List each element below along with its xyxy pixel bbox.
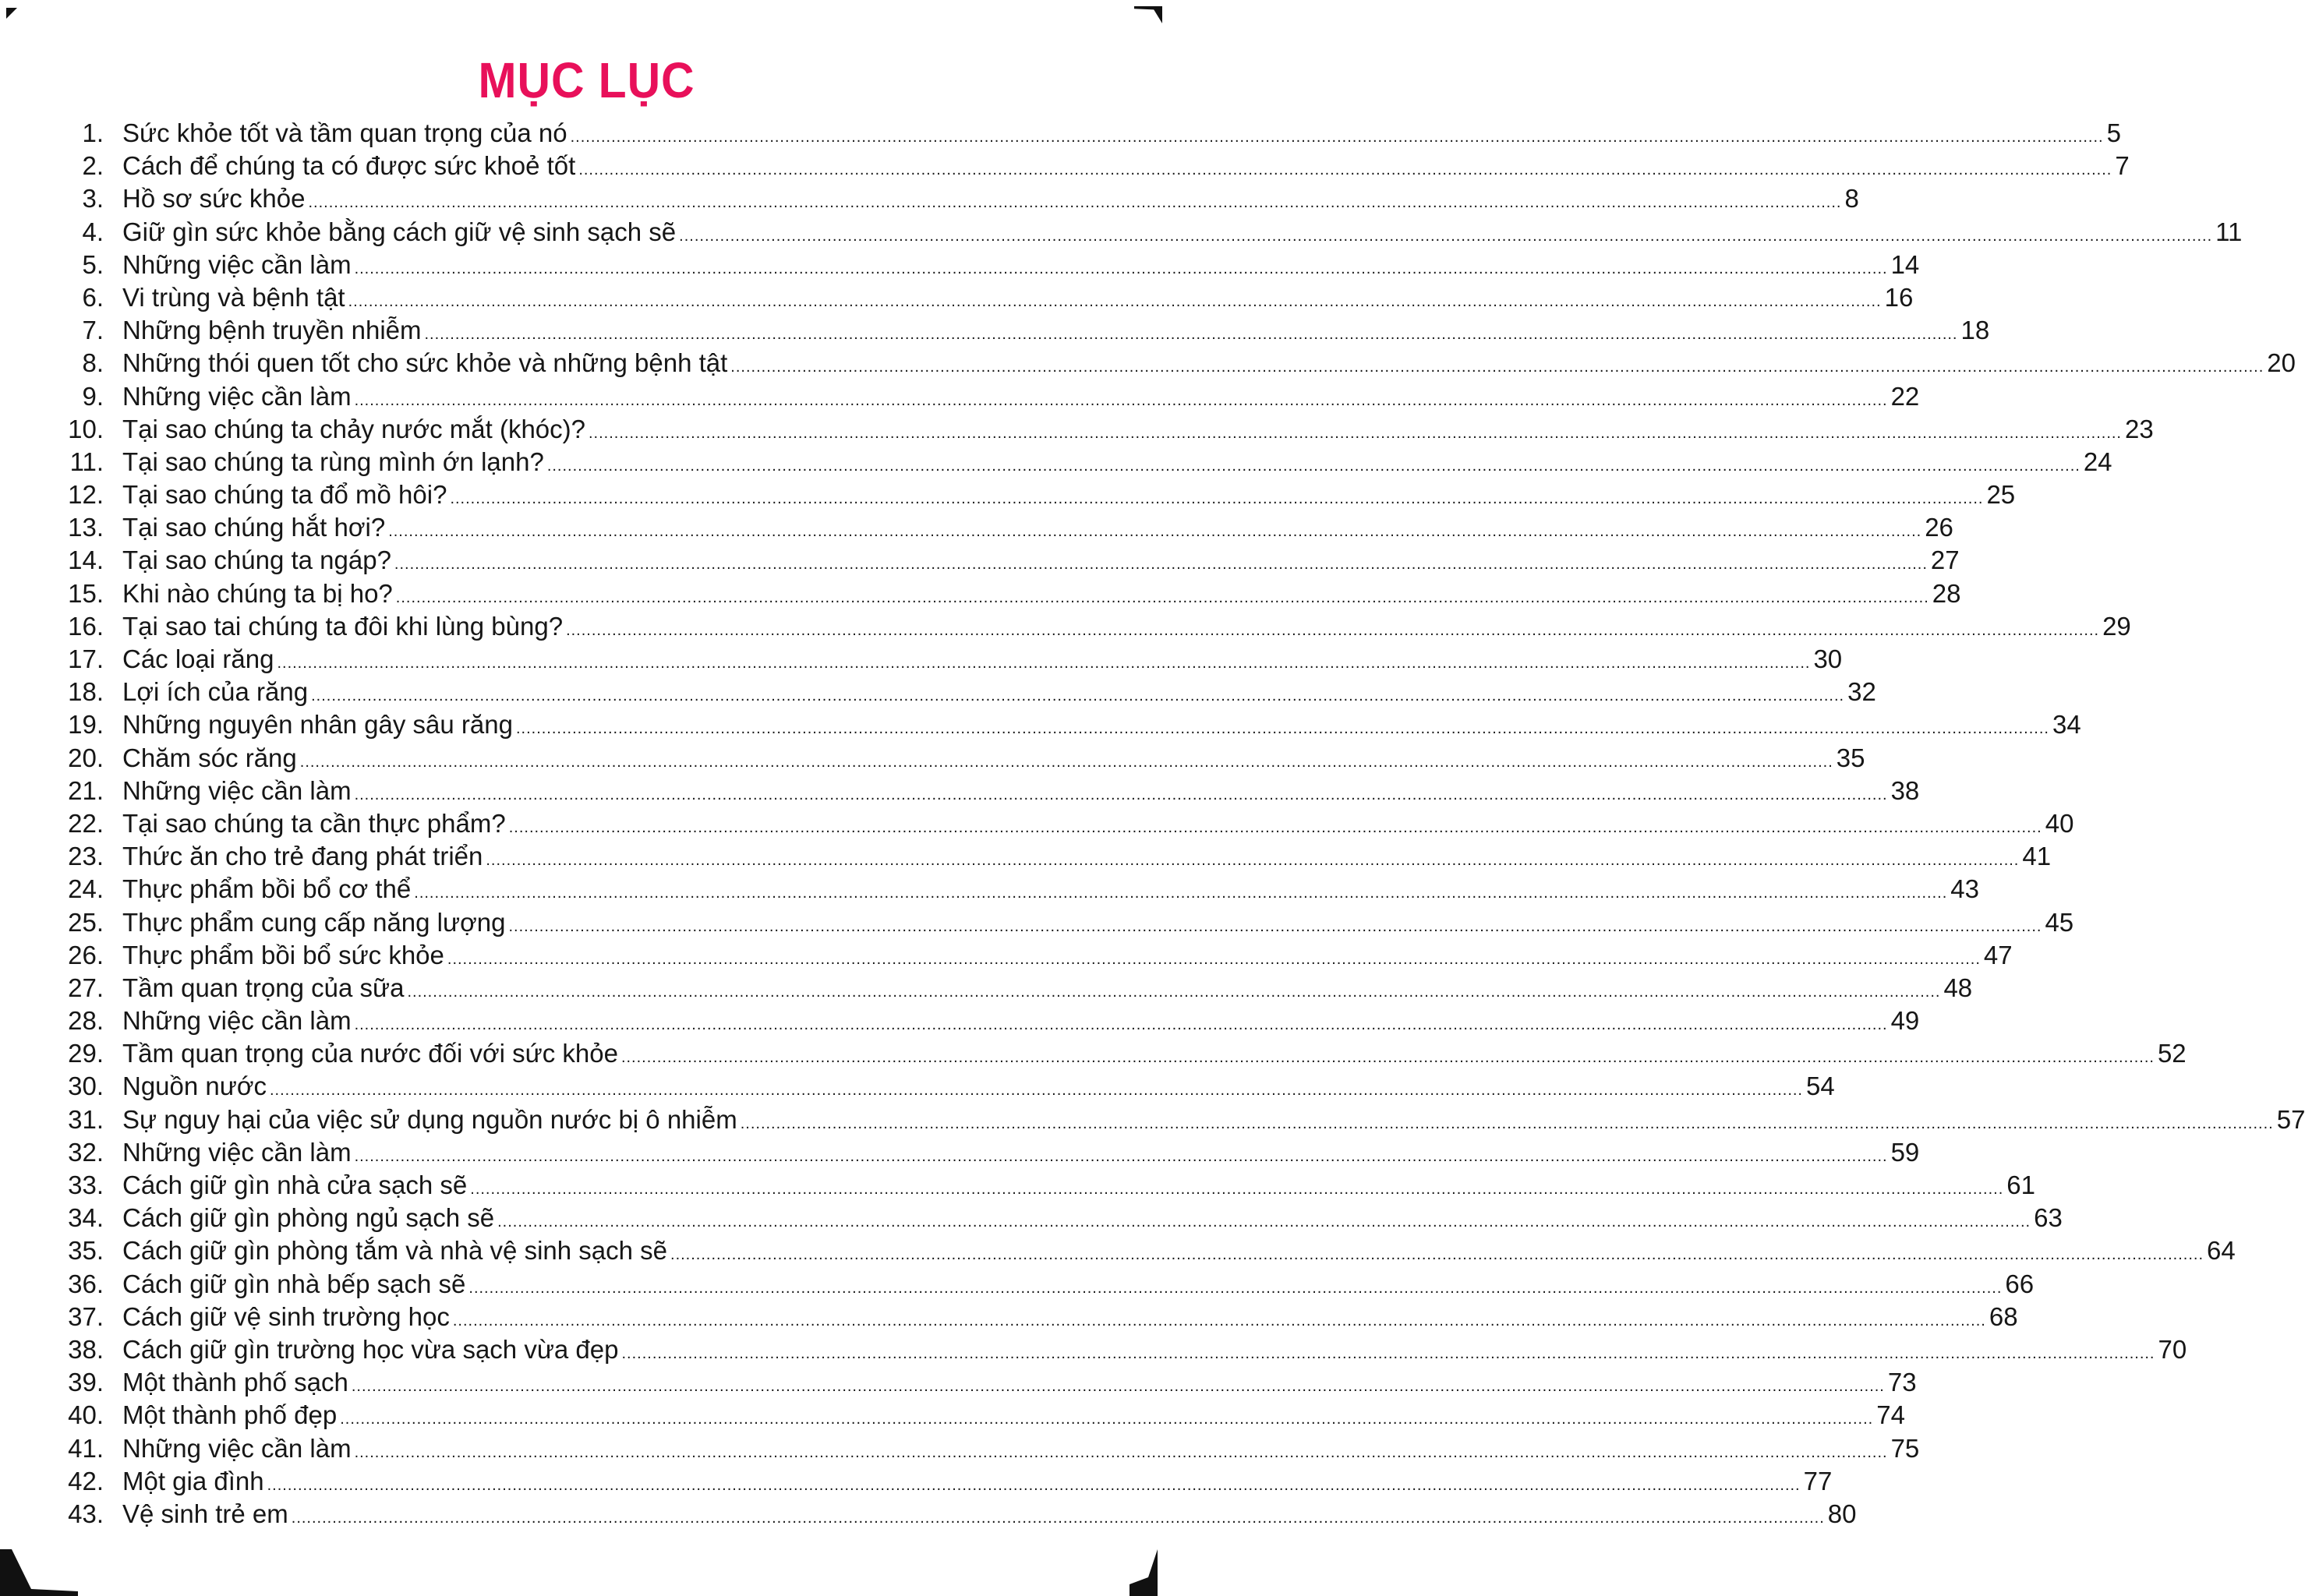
entry-page-number: 8	[1844, 184, 1859, 214]
entry-page-number: 52	[2157, 1039, 2187, 1068]
entry-number: 38.	[68, 1334, 104, 1364]
toc-entry	[62, 1268, 2035, 1301]
dot-leader: ............................................................................................................................................................................................................................................................................................................	[414, 885, 1948, 902]
toc-entry	[62, 1301, 2018, 1333]
toc-entry	[62, 1070, 1835, 1103]
toc-entry	[62, 1432, 1920, 1465]
entry-title: Những việc cần làm	[122, 249, 352, 279]
toc-entry	[62, 906, 2074, 939]
entry-title: Tại sao tai chúng ta đôi khi lùng bùng?	[122, 611, 564, 641]
entry-page-number: 5	[2106, 118, 2121, 147]
entry-title: Những việc cần làm	[122, 1433, 352, 1463]
dot-leader: ............................................................................................................................................................................................................................................................................................................	[388, 523, 1922, 541]
entry-page-number: 23	[2125, 414, 2154, 443]
dot-leader: ............................................................................................................................................................................................................................................................................................................	[354, 391, 1888, 409]
entry-page-number: 32	[1847, 677, 1876, 707]
entry-page-number: 68	[1989, 1301, 2018, 1331]
entry-page-number: 73	[1887, 1368, 1917, 1397]
entry-title: Sự nguy hại của việc sử dụng nguồn nước bị ô nhiễm	[122, 1104, 737, 1134]
entry-title: Những việc cần làm	[122, 1137, 352, 1167]
entry-page-number: 7	[2115, 151, 2130, 181]
dot-leader: ............................................................................................................................................................................................................................................................................................................	[515, 720, 2049, 738]
entry-page-number: 47	[1983, 940, 2013, 969]
dot-leader: ............................................................................................................................................................................................................................................................................................................	[468, 1279, 2003, 1297]
dot-leader: ............................................................................................................................................................................................................................................................................................................	[470, 1181, 2004, 1198]
page-title: MỤC LỤC	[478, 52, 695, 108]
dot-leader: ............................................................................................................................................................................................................................................................................................................	[351, 1378, 1885, 1396]
entry-page-number: 30	[1813, 644, 1843, 673]
entry-page-number: 63	[2034, 1203, 2063, 1233]
entry-page-number: 35	[1836, 743, 1865, 772]
entry-page-number: 59	[1890, 1137, 1920, 1167]
entry-number: 12.	[68, 480, 104, 510]
entry-page-number: 48	[1943, 973, 1973, 1002]
entry-page-number: 57	[2276, 1104, 2305, 1134]
dot-leader: ............................................................................................................................................................................................................................................................................................................	[311, 687, 1845, 705]
dot-leader: ............................................................................................................................................................................................................................................................................................................	[740, 1114, 2274, 1132]
dot-leader: ............................................................................................................................................................................................................................................................................................................	[354, 1443, 1888, 1461]
entry-title: Cách giữ gìn nhà bếp sạch sẽ	[122, 1269, 466, 1298]
dot-leader: ............................................................................................................................................................................................................................................................................................................	[354, 260, 1888, 277]
entry-number: 28.	[68, 1006, 104, 1036]
entry-page-number: 61	[2006, 1171, 2035, 1199]
entry-title: Thực phẩm bồi bổ cơ thể	[122, 874, 412, 904]
toc-entry	[62, 1169, 2035, 1202]
entry-title: Những việc cần làm	[122, 1006, 352, 1036]
entry-page-number: 45	[2045, 907, 2074, 937]
entry-number: 40.	[68, 1400, 104, 1430]
entry-page-number: 41	[2022, 842, 2052, 871]
toc-entry	[62, 775, 1920, 807]
dot-leader: ............................................................................................................................................................................................................................................................................................................	[395, 588, 1929, 606]
entry-title: Tầm quan trọng của sữa	[122, 973, 405, 1002]
table-of-contents	[62, 117, 2305, 1531]
entry-number: 18.	[68, 677, 104, 707]
entry-title: Tại sao chúng ta chảy nước mắt (khóc)?	[122, 414, 585, 443]
entry-number: 43.	[68, 1499, 104, 1528]
entry-page-number: 29	[2102, 611, 2131, 641]
dot-leader: ............................................................................................................................................................................................................................................................................................................	[566, 621, 2100, 639]
entry-page-number: 34	[2052, 710, 2081, 740]
toc-entry	[62, 807, 2074, 840]
page-corner-shadow	[1134, 6, 1162, 23]
entry-number: 10.	[68, 414, 104, 443]
toc-entry	[62, 1366, 1917, 1399]
dot-leader: ............................................................................................................................................................................................................................................................................................................	[354, 1016, 1888, 1034]
toc-entry	[62, 478, 2016, 511]
entry-title: Chăm sóc răng	[122, 743, 297, 772]
toc-entry	[62, 577, 1961, 610]
dot-leader: ............................................................................................................................................................................................................................................................................................................	[578, 161, 2112, 179]
toc-entry	[62, 1399, 1905, 1432]
entry-title: Thức ăn cho trẻ đang phát triển	[122, 842, 483, 871]
entry-number: 19.	[68, 710, 104, 740]
entry-number: 25.	[68, 907, 104, 937]
toc-entry	[62, 446, 2112, 478]
entry-title: Thực phẩm cung cấp năng lượng	[122, 907, 506, 937]
entry-title: Lợi ích của răng	[122, 677, 309, 707]
toc-entry	[62, 1037, 2187, 1070]
entry-title: Cách giữ gìn phòng ngủ sạch sẽ	[122, 1203, 495, 1233]
entry-number: 21.	[68, 775, 104, 805]
entry-title: Giữ gìn sức khỏe bằng cách giữ vệ sinh sạch sẽ	[122, 217, 677, 246]
toc-entry	[62, 939, 2013, 972]
dot-leader: ............................................................................................................................................................................................................................................................................................................	[620, 1049, 2155, 1067]
entry-page-number: 77	[1803, 1466, 1833, 1495]
toc-entry	[62, 610, 2131, 643]
entry-number: 9.	[82, 381, 104, 411]
entry-page-number: 26	[1925, 513, 1953, 542]
toc-entry	[62, 544, 1960, 577]
entry-number: 13.	[68, 513, 104, 542]
entry-number: 26.	[68, 940, 104, 969]
toc-entry	[62, 380, 1920, 413]
entry-title: Một thành phố đẹp	[122, 1400, 338, 1430]
entry-title: Những bệnh truyền nhiễm	[122, 316, 422, 345]
entry-number: 8.	[82, 348, 104, 378]
entry-number: 37.	[68, 1301, 104, 1331]
entry-number: 23.	[68, 842, 104, 871]
toc-entry	[62, 1333, 2187, 1366]
page-corner-shadow	[6, 8, 17, 19]
entry-title: Vi trùng và bệnh tật	[122, 282, 345, 312]
entry-page-number: 18	[1960, 316, 1990, 345]
entry-number: 34.	[68, 1203, 104, 1233]
entry-number: 6.	[82, 282, 104, 312]
entry-page-number: 22	[1890, 381, 1920, 411]
entry-number: 32.	[68, 1137, 104, 1167]
toc-entry	[62, 1005, 1920, 1037]
entry-number: 16.	[68, 611, 104, 641]
entry-page-number: 75	[1890, 1433, 1920, 1463]
dot-leader: ............................................................................................................................................................................................................................................................................................................	[354, 1147, 1888, 1165]
dot-leader: ............................................................................................................................................................................................................................................................................................................	[621, 1344, 2155, 1362]
entry-title: Nguồn nước	[122, 1072, 267, 1101]
dot-leader: ............................................................................................................................................................................................................................................................................................................	[730, 358, 2264, 376]
entry-page-number: 20	[2267, 348, 2296, 378]
entry-number: 24.	[68, 874, 104, 904]
toc-entry	[62, 840, 2052, 873]
entry-number: 15.	[68, 578, 104, 608]
dot-leader: ............................................................................................................................................................................................................................................................................................................	[679, 227, 2213, 245]
entry-number: 11.	[69, 447, 104, 476]
entry-page-number: 54	[1806, 1072, 1835, 1101]
toc-entry	[62, 873, 1979, 906]
entry-title: Tại sao chúng ta rùng mình ớn lạnh?	[122, 447, 544, 476]
entry-page-number: 27	[1930, 546, 1960, 575]
entry-title: Cách giữ gìn trường học vừa sạch vừa đẹp	[122, 1334, 619, 1364]
dot-leader: ............................................................................................................................................................................................................................................................................................................	[267, 1476, 1801, 1494]
dot-leader: ............................................................................................................................................................................................................................................................................................................	[394, 556, 1928, 574]
toc-entry	[62, 972, 1973, 1005]
entry-number: 29.	[68, 1039, 104, 1068]
entry-title: Tại sao chúng ta ngáp?	[122, 546, 391, 575]
toc-entry	[62, 216, 2243, 249]
entry-number: 33.	[68, 1171, 104, 1199]
entry-number: 22.	[68, 808, 104, 838]
dot-leader: ............................................................................................................................................................................................................................................................................................................	[348, 292, 1882, 310]
entry-number: 1.	[82, 118, 104, 147]
toc-entry	[62, 413, 2154, 446]
entry-title: Những việc cần làm	[122, 381, 352, 411]
entry-page-number: 14	[1890, 249, 1920, 279]
dot-leader: ............................................................................................................................................................................................................................................................................................................	[308, 194, 1842, 212]
entry-title: Cách để chúng ta có được sức khoẻ tốt	[122, 151, 576, 181]
entry-page-number: 24	[2083, 447, 2112, 476]
dot-leader: ............................................................................................................................................................................................................................................................................................................	[277, 655, 1811, 672]
dot-leader: ............................................................................................................................................................................................................................................................................................................	[340, 1411, 1874, 1428]
entry-number: 14.	[68, 546, 104, 575]
dot-leader: ............................................................................................................................................................................................................................................................................................................	[452, 1312, 1986, 1329]
dot-leader: ............................................................................................................................................................................................................................................................................................................	[407, 983, 1941, 1001]
entry-number: 30.	[68, 1072, 104, 1101]
entry-page-number: 11	[2215, 217, 2243, 246]
entry-number: 17.	[68, 644, 104, 673]
entry-title: Một thành phố sạch	[122, 1368, 348, 1397]
entry-number: 39.	[68, 1368, 104, 1397]
entry-title: Một gia đình	[122, 1466, 264, 1495]
entry-title: Tại sao chúng hắt hơi?	[122, 513, 386, 542]
entry-page-number: 70	[2158, 1334, 2187, 1364]
toc-entry	[62, 314, 1990, 347]
page-corner-shadow	[0, 1549, 78, 1596]
toc-entry	[62, 117, 2121, 150]
entry-title: Thực phẩm bồi bổ sức khỏe	[122, 940, 444, 969]
entry-number: 20.	[68, 743, 104, 772]
dot-leader: ............................................................................................................................................................................................................................................................................................................	[424, 326, 1958, 344]
entry-title: Những thói quen tốt cho sức khỏe và những bệnh tật	[122, 348, 728, 378]
entry-number: 2.	[82, 151, 104, 181]
dot-leader: ............................................................................................................................................................................................................................................................................................................	[354, 786, 1888, 803]
entry-number: 36.	[68, 1269, 104, 1298]
entry-page-number: 49	[1890, 1006, 1920, 1036]
entry-number: 5.	[82, 249, 104, 279]
toc-entry	[62, 1103, 2305, 1136]
entry-number: 35.	[68, 1236, 104, 1266]
dot-leader: ............................................................................................................................................................................................................................................................................................................	[486, 852, 2020, 870]
entry-page-number: 66	[2005, 1269, 2035, 1298]
entry-number: 3.	[82, 184, 104, 214]
dot-leader: ............................................................................................................................................................................................................................................................................................................	[570, 129, 2104, 146]
entry-page-number: 28	[1932, 578, 1961, 608]
entry-title: Cách giữ gìn phòng tắm và nhà vệ sinh sạch sẽ	[122, 1236, 668, 1266]
dot-leader: ............................................................................................................................................................................................................................................................................................................	[447, 950, 1981, 968]
entry-page-number: 40	[2045, 808, 2074, 838]
toc-entry	[62, 643, 1843, 676]
dot-leader: ............................................................................................................................................................................................................................................................................................................	[546, 457, 2081, 475]
entry-page-number: 74	[1876, 1400, 1905, 1430]
toc-entry	[62, 182, 1859, 215]
entry-title: Vệ sinh trẻ em	[122, 1499, 288, 1528]
dot-leader: ............................................................................................................................................................................................................................................................................................................	[270, 1082, 1803, 1100]
dot-leader: ............................................................................................................................................................................................................................................................................................................	[497, 1213, 2031, 1231]
toc-entry	[62, 742, 1865, 775]
dot-leader: ............................................................................................................................................................................................................................................................................................................	[508, 917, 2042, 935]
entry-title: Cách giữ gìn nhà cửa sạch sẽ	[122, 1171, 468, 1199]
toc-entry	[62, 676, 1876, 708]
entry-number: 42.	[68, 1466, 104, 1495]
dot-leader: ............................................................................................................................................................................................................................................................................................................	[291, 1509, 1825, 1527]
entry-page-number: 43	[1950, 874, 1979, 904]
toc-entry	[62, 1498, 1857, 1531]
entry-page-number: 38	[1890, 775, 1920, 805]
entry-title: Cách giữ vệ sinh trường học	[122, 1301, 450, 1331]
entry-page-number: 25	[1986, 480, 2016, 510]
entry-title: Sức khỏe tốt và tầm quan trọng của nó	[122, 118, 567, 147]
toc-entry	[62, 347, 2296, 380]
dot-leader: ............................................................................................................................................................................................................................................................................................................	[299, 753, 1833, 771]
entry-number: 27.	[68, 973, 104, 1002]
dot-leader: ............................................................................................................................................................................................................................................................................................................	[508, 818, 2042, 836]
entry-title: Những nguyên nhân gây sâu răng	[122, 710, 513, 740]
entry-page-number: 64	[2207, 1236, 2236, 1266]
entry-page-number: 16	[1884, 282, 1914, 312]
toc-entry	[62, 511, 1953, 544]
entry-number: 41.	[68, 1433, 104, 1463]
toc-entry	[62, 150, 2130, 182]
dot-leader: ............................................................................................................................................................................................................................................................................................................	[450, 490, 1984, 508]
dot-leader: ............................................................................................................................................................................................................................................................................................................	[670, 1246, 2204, 1264]
entry-number: 7.	[82, 316, 104, 345]
entry-title: Những việc cần làm	[122, 775, 352, 805]
entry-number: 4.	[82, 217, 104, 246]
page-corner-shadow	[1126, 1549, 1158, 1596]
toc-entry	[62, 1234, 2236, 1267]
toc-entry	[62, 1136, 1920, 1169]
toc-entry	[62, 1202, 2063, 1234]
toc-entry	[62, 249, 1920, 281]
entry-title: Khi nào chúng ta bị ho?	[122, 578, 393, 608]
entry-title: Tại sao chúng ta cần thực phẩm?	[122, 808, 506, 838]
toc-entry	[62, 281, 1914, 314]
entry-title: Hồ sơ sức khỏe	[122, 184, 306, 214]
entry-number: 31.	[68, 1104, 104, 1134]
entry-title: Tầm quan trọng của nước đối với sức khỏe	[122, 1039, 618, 1068]
dot-leader: ............................................................................................................................................................................................................................................................................................................	[589, 424, 2122, 442]
entry-title: Tại sao chúng ta đổ mồ hôi?	[122, 480, 447, 510]
toc-entry	[62, 1465, 1833, 1498]
toc-entry	[62, 708, 2081, 741]
entry-title: Các loại răng	[122, 644, 274, 673]
entry-page-number: 80	[1827, 1499, 1857, 1528]
